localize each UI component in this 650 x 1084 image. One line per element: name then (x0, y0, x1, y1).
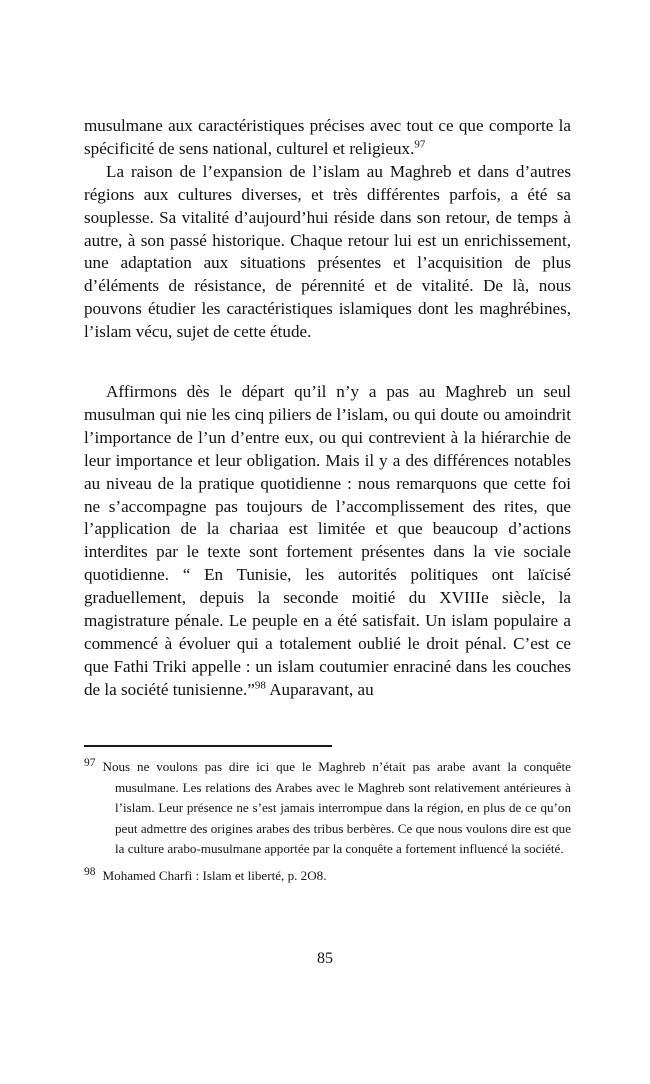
footnote-98 (84, 866, 571, 887)
footnote-reference-98[interactable]: 98 (254, 679, 266, 692)
paragraph-affirmons (84, 381, 571, 702)
paragraph-expansion-islam (84, 161, 571, 344)
footnote-separator-rule (84, 745, 332, 747)
body-text-block-lower (84, 381, 571, 702)
paragraph-continued (84, 115, 571, 161)
paragraph-text: Affirmons dès le départ qu’il n’y a pas au Maghreb un seul musulman qui nie les cinq piliers de l’islam, ou qui doute ou amoindrit l’importance de l’un d’entre eux, ou qui contrevient à la hiérarchie de leur importance et leur obligation. Mais il y a des différences notables au niveau de la pratique quotidienne : nous remarquons que cette foi ne s’accompagne pas toujours de l’accomplissement des rites, que l’application de la chariaa est limitée et que beaucoup d’actions interdites par le texte sont fortement présentes dans la vie sociale quotidienne. “ En Tunisie, les autorités politiques ont laïcisé graduellement, depuis la seconde moitié du XVIIIe siècle, la magistrature pénale. Le peuple en a été satisfait. Un islam populaire a commencé à évoluer qui a totalement oublié le droit pénal. C’est ce que Fathi Triki appelle : un islam coutumier enraciné dans les couches de la société tunisienne.” (84, 382, 571, 699)
footnote-text-98: Mohamed Charfi : Islam et liberté, p. 2O8. (102, 867, 327, 883)
body-text-block-upper (84, 115, 571, 344)
footnote-number-98: 98 (84, 865, 96, 878)
paragraph-text-tail: Auparavant, au (265, 679, 374, 699)
footnote-area (84, 757, 571, 893)
footnote-number-97: 97 (84, 756, 96, 769)
footnote-text-97: Nous ne voulons pas dire ici que le Maghreb n’était pas arabe avant la conquête musulmane. Les relations des Arabes avec le Maghreb sont relativement antérieures à l’islam. Leur présence ne s’est jamais interrompue dans la région, en plus de ce qu’on peut admettre des origines arabes des tribus berbères. Ce que nous voulons dire est que la culture arabo-musulmane apportée par la conquête a fortement influencé la société. (102, 759, 571, 857)
paragraph-text: La raison de l’expansion de l’islam au Maghreb et dans d’autres régions aux cultures diverses, et très différentes parfois, a été sa souplesse. Sa vitalité d’aujourd’hui réside dans son retour, de temps à autre, à son passé historique. Chaque retour lui est un enrichissement, une adaptation aux situations présentes et l’acquisition de plus d’éléments de résistance, de pérennité et de vitalité. De là, nous pouvons étudier les caractéristiques islamiques dont les maghrébines, l’islam vécu, sujet de cette étude. (84, 161, 571, 342)
footnote-reference-97[interactable]: 97 (414, 138, 426, 151)
paragraph-text: musulmane aux caractéristiques précises avec tout ce que comporte la spécificité de sens national, culturel et religieux. (84, 116, 571, 158)
footnote-97 (84, 757, 571, 860)
page-number: 85 (317, 950, 333, 967)
